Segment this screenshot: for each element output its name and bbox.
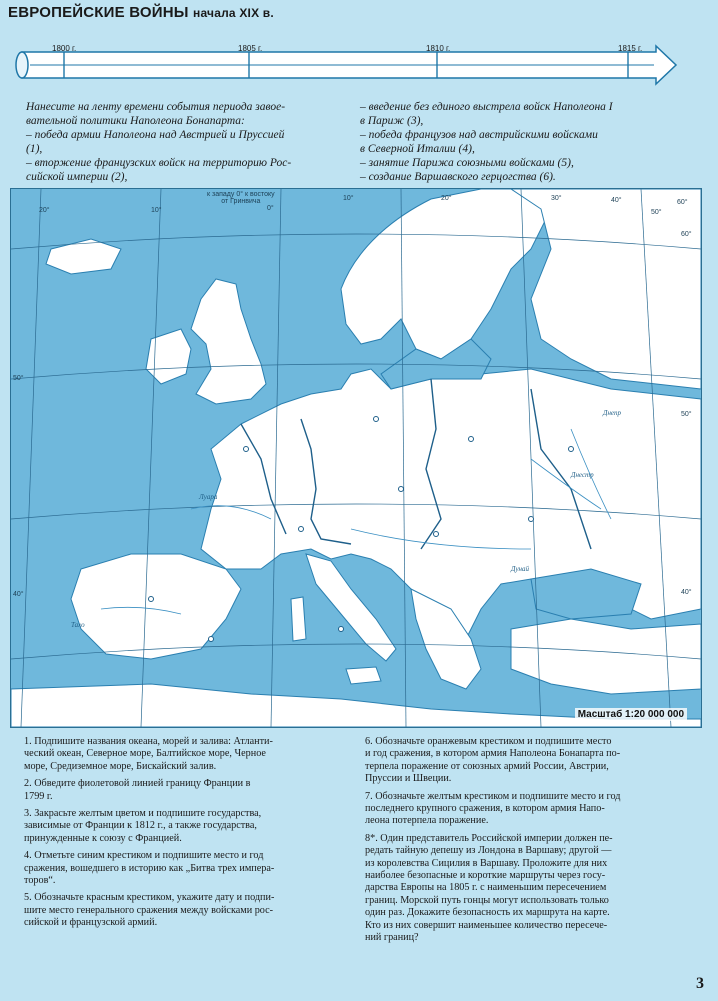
bottom-task-1: 1. Подпишите названия океана, морей и залива: Атланти- ческий океан, Северное море, Балтийское море, Черное море, Средиземное море, Бискайский залив.: [24, 736, 273, 772]
bottom-task-3: 3. Закрасьте желтым цветом и подпишите государства, зависимые от Франции к 1812 г., а также государства, принужденные к союзу с Францией.: [24, 808, 262, 844]
europe-map: [10, 188, 702, 728]
title-sub: начала XIX в.: [193, 6, 274, 20]
parallel-label-50-left: 50°: [13, 375, 24, 382]
top-task-3: – введение без единого выстрела войск Наполеона I в Париж (3),: [360, 101, 613, 127]
greenwich-label: к западу 0° к востоку от Гринвича: [207, 191, 275, 205]
tick-label-1815: 1815 г.: [618, 44, 643, 53]
tick-label-1805: 1805 г.: [238, 44, 263, 53]
tick-label-1810: 1810 г.: [426, 44, 451, 53]
ireland-land: [146, 329, 191, 384]
top-tasks-right: [360, 100, 690, 184]
iberia-land: [71, 554, 241, 659]
italy-land: [306, 554, 396, 661]
britain-land: [191, 279, 266, 404]
meridian-label-50e: 50°: [651, 209, 662, 216]
meridian-label-40e: 40°: [611, 197, 622, 204]
meridian-label-0: 0°: [267, 205, 274, 212]
bottom-task-5: 5. Обозначьте красным крестиком, укажите дату и подпи- шите место генерального сражения между войсками рос- сийской и французской армий.: [24, 892, 275, 929]
meridian-label-20e: 20°: [441, 195, 452, 202]
page-title: [8, 4, 274, 21]
meridian-label-20w: 20°: [39, 207, 50, 214]
river-label-loire: Луара: [199, 493, 218, 501]
parallel-label-50-right: 50°: [681, 411, 692, 418]
sardinia-land: [291, 597, 306, 641]
bottom-task-7: 7. Обозначьте желтым крестиком и подпишите место и год последнего крупного сражения, в котором армия Напо- леона потерпела поражение.: [365, 790, 621, 827]
title-main: ЕВРОПЕЙСКИЕ ВОЙНЫ: [8, 4, 189, 21]
river-label-tagus: Тахо: [71, 621, 85, 629]
top-task-1: – победа армии Наполеона над Австрией и Пруссией (1),: [26, 129, 285, 155]
meridian-label-10e: 10°: [343, 195, 354, 202]
map-svg: [11, 189, 701, 727]
page-number: 3: [696, 975, 704, 992]
scandinavia-land: [341, 189, 551, 359]
timeline-arrow: [0, 28, 718, 88]
bottom-task-2: 2. Обведите фиолетовой линией границу Франции в 1799 г.: [24, 778, 251, 802]
bottom-tasks: [24, 736, 684, 946]
top-task-4: – победа французов над австрийскими войсками в Северной Италии (4),: [360, 129, 598, 155]
top-task-2: – вторжение французских войск на территорию Рос- сийской империи (2),: [26, 157, 292, 183]
river-label-dniester: Днестр: [571, 471, 594, 479]
bottom-task-8: 8*. Один представитель Российской империи должен пе- редать тайную депешу из Лондона в Варшаву; другой — из королевства Сицилия в Варшаву. Проложите для них наиболее безопасные и короткие маршруты через госу- дарства Европы на 1805 г. с наименьшим пересечением границ. Морской путь гонцы могут использовать только один раз. Докажите безопасность их маршрута на карте. Кто из них совершит наименьшее количество пересече- ний границ?: [365, 832, 613, 944]
top-task-5: – занятие Парижа союзными войсками (5),: [360, 157, 574, 169]
iceland-land: [46, 239, 121, 274]
tick-label-1800: 1800 г.: [52, 44, 77, 53]
timeline: [0, 28, 718, 88]
meridian-label-60e: 60°: [677, 199, 688, 206]
river-label-dnieper: Днепр: [603, 409, 622, 417]
parallel-label-40-left: 40°: [13, 591, 24, 598]
bottom-task-4: 4. Отметьте синим крестиком и подпишите место и год сражения, вошедшего в историю как „Битва трех импера- торов“.: [24, 850, 275, 887]
top-tasks-left: [26, 100, 356, 184]
top-task-6: – создание Варшавского герцогства (6).: [360, 171, 556, 183]
sicily-land: [346, 667, 381, 684]
parallel-label-60-right: 60°: [681, 231, 692, 238]
meridian-label-30e: 30°: [551, 195, 562, 202]
parallel-label-40-right: 40°: [681, 589, 692, 596]
top-task-intro: Нанесите на ленту времени события периода завое- вательной политики Наполеона Бонапарта:: [26, 101, 286, 127]
meridian-label-10w: 10°: [151, 207, 162, 214]
map-scale: Масштаб 1:20 000 000: [575, 708, 687, 721]
bottom-task-6: 6. Обозначьте оранжевым крестиком и подпишите место и год сражения, в котором армия Наполеона Бонапарта по- терпела поражение от союзных армий России, Австрии, Пруссии и Швеции.: [365, 736, 621, 785]
river-label-danube: Дунай: [511, 565, 530, 573]
